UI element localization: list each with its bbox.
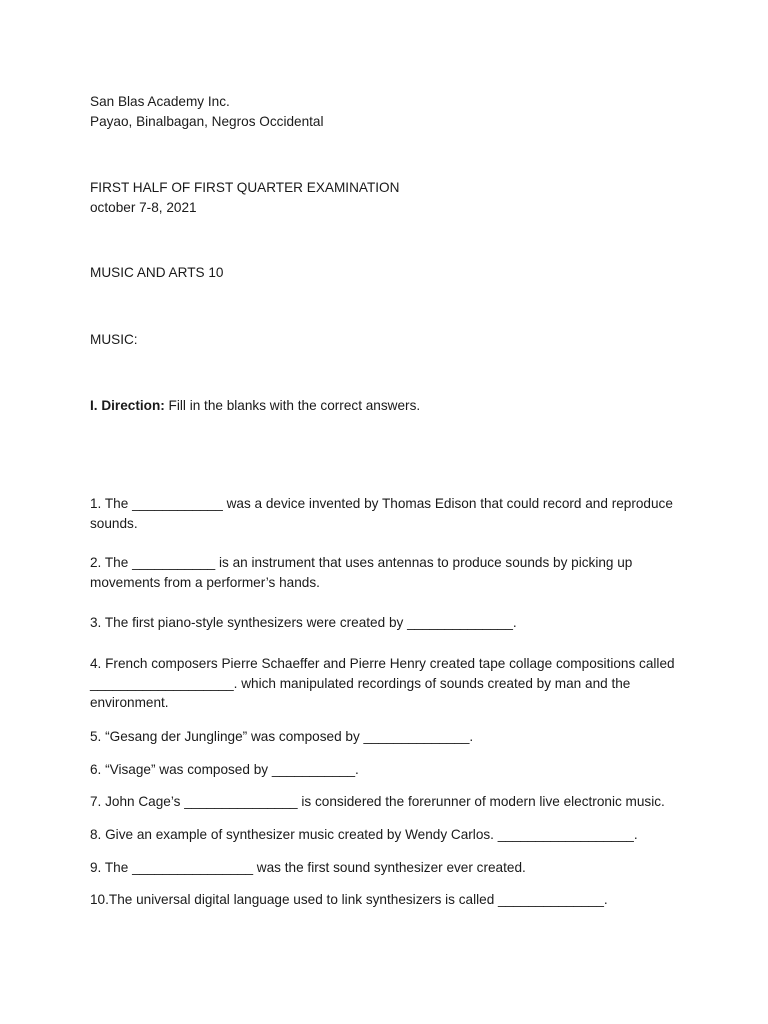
question-2: 2. The ___________ is an instrument that uses antennas to produce sounds by picking up movements from a performer’s hands.	[90, 555, 633, 590]
question-1: 1. The ____________ was a device invented by Thomas Edison that could record and reproduce sounds.	[90, 496, 673, 531]
question-7: 7. John Cage’s _______________ is considered the forerunner of modern live electronic music.	[90, 794, 665, 809]
exam-title: FIRST HALF OF FIRST QUARTER EXAMINATION	[90, 180, 400, 195]
section-heading: MUSIC:	[90, 332, 138, 347]
question-5: 5. “Gesang der Junglinge” was composed by ______________.	[90, 729, 474, 744]
direction-text: Fill in the blanks with the correct answers.	[164, 398, 421, 413]
question-8: 8. Give an example of synthesizer music created by Wendy Carlos. __________________.	[90, 827, 638, 842]
question-3: 3. The first piano-style synthesizers were created by ______________.	[90, 615, 517, 630]
question-6: 6. “Visage” was composed by ___________.	[90, 762, 359, 777]
question-10: 10.The universal digital language used to link synthesizers is called ______________.	[90, 892, 608, 907]
school-name: San Blas Academy Inc.	[90, 94, 230, 109]
question-4: 4. French composers Pierre Schaeffer and Pierre Henry created tape collage compositions called ___________________. which manipulated recordings of sounds created by man and the environment.	[90, 656, 675, 710]
school-address: Payao, Binalbagan, Negros Occidental	[90, 114, 324, 129]
exam-date: october 7-8, 2021	[90, 200, 197, 215]
direction-label: I. Direction:	[90, 398, 165, 413]
direction	[90, 396, 420, 415]
question-9: 9. The ________________ was the first sound synthesizer ever created.	[90, 860, 526, 875]
subject-title: MUSIC AND ARTS 10	[90, 265, 224, 280]
